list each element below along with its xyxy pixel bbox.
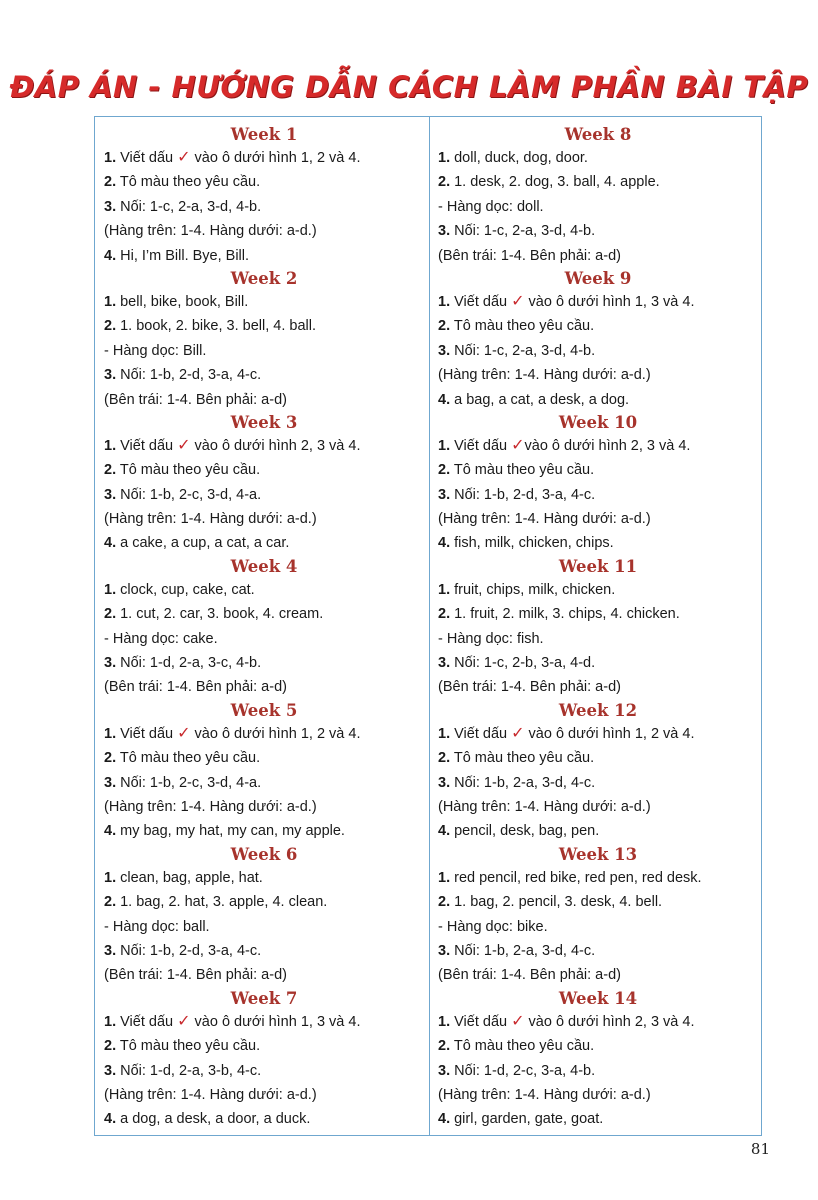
item-number: 3.: [104, 774, 117, 791]
answer-text: Nối: 1-b, 2-d, 3-a, 4-c.: [450, 486, 596, 503]
item-number: 3.: [438, 223, 451, 240]
answer-text: Tô màu theo yêu cầu.: [450, 1038, 595, 1055]
answer-text: 1. bag, 2. hat, 3. apple, 4. clean.: [116, 894, 328, 911]
answer-line: [438, 1059, 758, 1083]
week-block: [438, 844, 758, 988]
answer-text: Viết dấu: [450, 1013, 512, 1030]
answer-text: (Bên trái: 1-4. Bên phải: a-d): [104, 391, 287, 408]
answer-line: [104, 963, 424, 987]
item-number: 1.: [438, 725, 451, 742]
check-mark-icon: ✓: [511, 436, 525, 454]
answer-text: Nối: 1-b, 2-d, 3-a, 4-c.: [116, 367, 262, 384]
answer-line: [438, 651, 758, 675]
answer-text: Viết dấu: [450, 293, 512, 310]
week-title: Week 9: [564, 268, 632, 288]
answer-line: [438, 244, 758, 268]
page-title: ĐÁP ÁN - HƯỚNG DẪN CÁCH LÀM PHẦN BÀI TẬP: [9, 70, 809, 104]
item-number: 4.: [438, 535, 451, 552]
answer-line: [104, 819, 424, 843]
column-divider: [429, 116, 430, 1136]
check-mark-icon: ✓: [177, 436, 191, 454]
answer-text: (Hàng trên: 1-4. Hàng dưới: a-d.): [104, 798, 317, 815]
answer-line: [438, 1083, 758, 1107]
answer-line: [104, 675, 424, 699]
answer-line: [104, 746, 424, 770]
answer-text: Nối: 1-c, 2-a, 3-d, 4-b.: [450, 223, 596, 240]
item-number: 4.: [104, 535, 117, 552]
item-number: 4.: [104, 247, 117, 264]
item-number: 2.: [438, 1038, 451, 1055]
answer-line: [104, 627, 424, 651]
answer-line: [438, 771, 758, 795]
page-number: 81: [750, 1140, 770, 1158]
item-number: 2.: [438, 318, 451, 335]
answer-line: [104, 1107, 424, 1131]
answer-text: (Bên trái: 1-4. Bên phải: a-d): [438, 247, 621, 264]
check-mark-icon: ✓: [177, 724, 191, 742]
answer-line: [438, 746, 758, 770]
item-number: 3.: [104, 1062, 117, 1079]
item-number: 3.: [438, 342, 451, 359]
answer-text: 1. fruit, 2. milk, 3. chips, 4. chicken.: [450, 606, 680, 623]
answer-line: [438, 890, 758, 914]
answer-text: - Hàng dọc: bike.: [438, 918, 548, 935]
answer-text: - Hàng dọc: ball.: [104, 918, 210, 935]
answer-line: [104, 339, 424, 363]
item-number: 2.: [104, 1038, 117, 1055]
answer-text: Viết dấu: [116, 437, 178, 454]
answer-text: Nối: 1-c, 2-b, 3-a, 4-d.: [450, 655, 596, 672]
answer-line: [104, 483, 424, 507]
answer-text: (Hàng trên: 1-4. Hàng dưới: a-d.): [104, 1086, 317, 1103]
answer-text: Nối: 1-b, 2-a, 3-d, 4-c.: [450, 942, 596, 959]
answer-line: [104, 458, 424, 482]
answer-line: [104, 244, 424, 268]
week-block: [438, 412, 758, 556]
week-title: Week 1: [230, 125, 298, 144]
item-number: 3.: [438, 774, 451, 791]
answer-text: Nối: 1-d, 2-a, 3-b, 4-c.: [116, 1062, 262, 1079]
week-title: Week 8: [564, 125, 632, 144]
answer-text: - Hàng dọc: cake.: [104, 630, 218, 647]
answer-text: fruit, chips, milk, chicken.: [450, 581, 616, 598]
answer-line: [438, 675, 758, 699]
answer-text-after: vào ô dưới hình 1, 2 và 4.: [524, 725, 695, 742]
item-number: 1.: [104, 869, 117, 886]
answer-line: [438, 314, 758, 338]
answer-text: (Hàng trên: 1-4. Hàng dưới: a-d.): [438, 511, 651, 528]
answer-line: [438, 819, 758, 843]
answer-text: Nối: 1-b, 2-a, 3-d, 4-c.: [450, 774, 596, 791]
answer-text: Nối: 1-b, 2-c, 3-d, 4-a.: [116, 774, 262, 791]
answer-text: Viết dấu: [116, 725, 178, 742]
item-number: 2.: [438, 750, 451, 767]
item-number: 2.: [104, 462, 117, 479]
answer-line: [104, 890, 424, 914]
answer-text: (Hàng trên: 1-4. Hàng dưới: a-d.): [438, 1086, 651, 1103]
item-number: 1.: [104, 1013, 117, 1030]
answer-text: pencil, desk, bag, pen.: [450, 823, 600, 840]
week-block: [104, 700, 424, 844]
item-number: 2.: [104, 318, 117, 335]
answer-text: (Hàng trên: 1-4. Hàng dưới: a-d.): [104, 511, 317, 528]
item-number: 4.: [104, 1111, 117, 1128]
answer-line: [438, 507, 758, 531]
answer-line: [438, 531, 758, 555]
answer-line: [438, 578, 758, 602]
item-number: 1.: [438, 581, 451, 598]
week-title: Week 6: [230, 844, 298, 864]
answer-line: [438, 1107, 758, 1131]
week-title: Week 2: [230, 268, 298, 288]
week-block: [438, 700, 758, 844]
answer-line: [104, 795, 424, 819]
item-number: 2.: [104, 174, 117, 191]
answer-line: [438, 722, 758, 746]
item-number: 1.: [104, 725, 117, 742]
item-number: 3.: [104, 486, 117, 503]
item-number: 3.: [438, 1062, 451, 1079]
answer-line: [104, 170, 424, 194]
answer-text: Tô màu theo yêu cầu.: [450, 462, 595, 479]
item-number: 1.: [438, 869, 451, 886]
answer-text: Nối: 1-c, 2-a, 3-d, 4-b.: [450, 342, 596, 359]
answer-line: [104, 602, 424, 626]
answer-text: Viết dấu: [450, 725, 512, 742]
answer-line: [104, 363, 424, 387]
week-block: [104, 412, 424, 556]
answer-text: Viết dấu: [450, 437, 512, 454]
answer-text: bell, bike, book, Bill.: [116, 293, 249, 310]
answer-text: a dog, a desk, a door, a duck.: [116, 1111, 311, 1128]
answer-text: Nối: 1-b, 2-c, 3-d, 4-a.: [116, 486, 262, 503]
answer-line: [104, 388, 424, 412]
answer-line: [104, 866, 424, 890]
item-number: 1.: [104, 150, 117, 166]
answer-text: (Bên trái: 1-4. Bên phải: a-d): [438, 679, 621, 696]
week-title: Week 12: [558, 700, 638, 720]
answer-line: [104, 146, 424, 170]
answer-text: Nối: 1-c, 2-a, 3-d, 4-b.: [116, 198, 262, 215]
answer-line: [104, 531, 424, 555]
answer-text: Tô màu theo yêu cầu.: [116, 1038, 261, 1055]
item-number: 4.: [438, 391, 451, 408]
answer-line: [438, 363, 758, 387]
answer-text: Tô màu theo yêu cầu.: [450, 750, 595, 767]
answer-text: Nối: 1-b, 2-d, 3-a, 4-c.: [116, 942, 262, 959]
item-number: 3.: [438, 486, 451, 503]
answer-line: [438, 195, 758, 219]
answer-text: 1. cut, 2. car, 3. book, 4. cream.: [116, 606, 324, 623]
answer-line: [438, 602, 758, 626]
answer-text: fish, milk, chicken, chips.: [450, 535, 614, 552]
answer-line: [438, 219, 758, 243]
item-number: 3.: [438, 655, 451, 672]
item-number: 3.: [104, 367, 117, 384]
week-title: Week 13: [558, 844, 638, 864]
answer-text: 1. book, 2. bike, 3. bell, 4. ball.: [116, 318, 316, 335]
answer-text: clock, cup, cake, cat.: [116, 581, 255, 598]
answer-line: [438, 915, 758, 939]
item-number: 1.: [438, 293, 451, 310]
answer-line: [104, 1083, 424, 1107]
week-block: [104, 556, 424, 700]
item-number: 3.: [104, 198, 117, 215]
answer-text-after: vào ô dưới hình 1, 3 và 4.: [524, 293, 695, 310]
answer-text: Viết dấu: [116, 1013, 178, 1030]
item-number: 1.: [438, 437, 451, 454]
answer-text: (Bên trái: 1-4. Bên phải: a-d): [104, 679, 287, 696]
item-number: 1.: [438, 1013, 451, 1030]
answer-text: (Bên trái: 1-4. Bên phải: a-d): [438, 967, 621, 984]
answer-line: [438, 795, 758, 819]
item-number: 1.: [104, 581, 117, 598]
answer-text-after: vào ô dưới hình 2, 3 và 4.: [190, 437, 361, 454]
answer-text-after: vào ô dưới hình 1, 3 và 4.: [190, 1013, 361, 1030]
answer-text: - Hàng dọc: fish.: [438, 630, 544, 647]
answer-text: doll, duck, dog, door.: [450, 150, 588, 166]
answer-text: - Hàng dọc: Bill.: [104, 342, 207, 359]
item-number: 2.: [104, 606, 117, 623]
answer-text: 1. bag, 2. pencil, 3. desk, 4. bell.: [450, 894, 663, 911]
week-block: [438, 124, 758, 268]
week-title: Week 7: [230, 988, 298, 1008]
answer-text: girl, garden, gate, goat.: [450, 1111, 604, 1128]
item-number: 3.: [104, 655, 117, 672]
item-number: 4.: [104, 823, 117, 840]
right-column: [438, 124, 758, 1132]
answer-text: Tô màu theo yêu cầu.: [116, 174, 261, 191]
item-number: 3.: [104, 942, 117, 959]
item-number: 2.: [104, 750, 117, 767]
week-title: Week 11: [558, 556, 638, 576]
answer-text: a bag, a cat, a desk, a dog.: [450, 391, 630, 408]
week-block: [104, 988, 424, 1132]
item-number: 4.: [438, 823, 451, 840]
answer-line: [104, 915, 424, 939]
answer-line: [104, 722, 424, 746]
answer-line: [104, 507, 424, 531]
answer-text: - Hàng dọc: doll.: [438, 198, 544, 215]
item-number: 1.: [438, 150, 451, 166]
answer-line: [438, 434, 758, 458]
item-number: 1.: [104, 293, 117, 310]
check-mark-icon: ✓: [511, 292, 525, 310]
answer-line: [104, 651, 424, 675]
answer-line: [104, 771, 424, 795]
answer-text: Nối: 1-d, 2-c, 3-a, 4-b.: [450, 1062, 596, 1079]
answer-text: a cake, a cup, a cat, a car.: [116, 535, 290, 552]
answer-text: Tô màu theo yêu cầu.: [116, 462, 261, 479]
item-number: 2.: [438, 894, 451, 911]
item-number: 4.: [438, 1111, 451, 1128]
answer-line: [104, 434, 424, 458]
answer-text-after: vào ô dưới hình 2, 3 và 4.: [524, 437, 691, 454]
item-number: 2.: [438, 606, 451, 623]
answer-line: [104, 578, 424, 602]
left-column: [104, 124, 424, 1132]
week-title: Week 10: [558, 412, 638, 432]
answer-text: (Hàng trên: 1-4. Hàng dưới: a-d.): [104, 223, 317, 240]
answer-text: Viết dấu: [116, 150, 178, 166]
answer-line: [104, 1034, 424, 1058]
answer-line: [104, 219, 424, 243]
week-block: [438, 268, 758, 412]
answer-line: [104, 1010, 424, 1034]
answer-text: Nối: 1-d, 2-a, 3-c, 4-b.: [116, 655, 262, 672]
answer-text: Hi, I’m Bill. Bye, Bill.: [116, 247, 250, 264]
answer-line: [104, 314, 424, 338]
answer-text: clean, bag, apple, hat.: [116, 869, 263, 886]
item-number: 2.: [438, 462, 451, 479]
answer-line: [438, 339, 758, 363]
week-title: Week 3: [230, 412, 298, 432]
item-number: 2.: [438, 174, 451, 191]
answer-line: [438, 290, 758, 314]
answer-text: (Bên trái: 1-4. Bên phải: a-d): [104, 967, 287, 984]
answer-line: [438, 458, 758, 482]
check-mark-icon: ✓: [177, 1012, 191, 1030]
week-block: [104, 844, 424, 988]
answer-text: 1. desk, 2. dog, 3. ball, 4. apple.: [450, 174, 660, 191]
week-block: [438, 988, 758, 1132]
check-mark-icon: ✓: [511, 1012, 525, 1030]
answer-text: my bag, my hat, my can, my apple.: [116, 823, 345, 840]
answer-text: (Hàng trên: 1-4. Hàng dưới: a-d.): [438, 798, 651, 815]
answer-line: [438, 483, 758, 507]
answer-line: [438, 388, 758, 412]
answer-line: [438, 963, 758, 987]
week-title: Week 4: [230, 556, 298, 576]
answer-line: [438, 866, 758, 890]
week-title: Week 5: [230, 700, 298, 720]
answer-line: [438, 627, 758, 651]
answer-line: [104, 939, 424, 963]
item-number: 2.: [104, 894, 117, 911]
answer-line: [438, 170, 758, 194]
week-block: [438, 556, 758, 700]
answer-text-after: vào ô dưới hình 2, 3 và 4.: [524, 1013, 695, 1030]
answer-text: (Hàng trên: 1-4. Hàng dưới: a-d.): [438, 367, 651, 384]
answer-text: Tô màu theo yêu cầu.: [116, 750, 261, 767]
answer-line: [104, 195, 424, 219]
answer-text: red pencil, red bike, red pen, red desk.: [450, 869, 702, 886]
answer-line: [438, 1034, 758, 1058]
item-number: 3.: [438, 942, 451, 959]
answer-text-after: vào ô dưới hình 1, 2 và 4.: [190, 150, 361, 166]
answer-line: [104, 1059, 424, 1083]
week-block: [104, 124, 424, 268]
item-number: 1.: [104, 437, 117, 454]
answer-line: [438, 1010, 758, 1034]
answer-text: Tô màu theo yêu cầu.: [450, 318, 595, 335]
week-block: [104, 268, 424, 412]
answer-text-after: vào ô dưới hình 1, 2 và 4.: [190, 725, 361, 742]
answer-line: [438, 146, 758, 170]
week-title: Week 14: [558, 988, 638, 1008]
answer-line: [438, 939, 758, 963]
answer-line: [104, 290, 424, 314]
check-mark-icon: ✓: [511, 724, 525, 742]
check-mark-icon: ✓: [177, 149, 191, 166]
